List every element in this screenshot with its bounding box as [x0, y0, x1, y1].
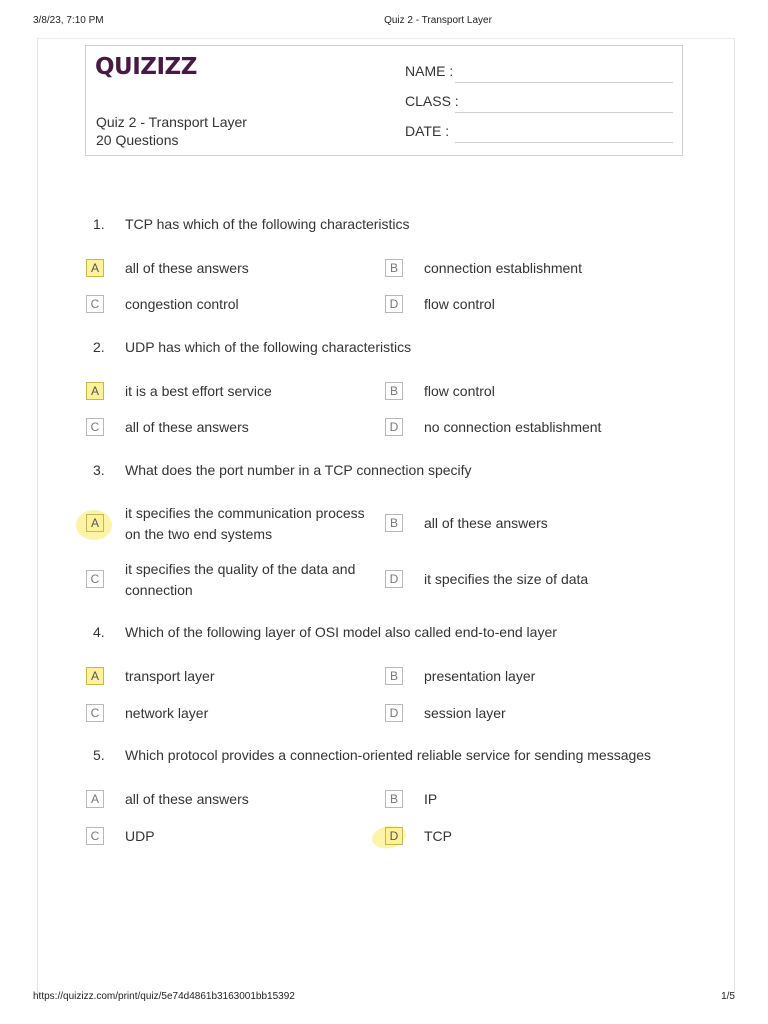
option-text[interactable]: UDP — [125, 828, 155, 844]
question-text: UDP has which of the following characteristics — [125, 339, 412, 355]
question-number: 4. — [93, 624, 105, 640]
option-letter-box[interactable]: D — [385, 827, 403, 845]
option-text[interactable]: all of these answers — [125, 791, 249, 807]
class-field[interactable] — [455, 112, 673, 113]
date-label: DATE : — [405, 123, 450, 139]
page-number: 1/5 — [721, 991, 735, 1002]
option-text[interactable]: session layer — [424, 705, 506, 721]
option-letter-box[interactable]: A — [86, 259, 104, 277]
question-text: TCP has which of the following characteristics — [125, 216, 410, 232]
option-letter-box[interactable]: C — [86, 570, 104, 588]
option-text[interactable]: all of these answers — [424, 515, 548, 531]
class-label: CLASS : — [405, 93, 459, 109]
quiz-title: Quiz 2 - Transport Layer — [96, 114, 247, 130]
page-url: https://quizizz.com/print/quiz/5e74d4861b3163001bb15392 — [33, 991, 295, 1002]
option-letter-box[interactable]: C — [86, 704, 104, 722]
option-text[interactable]: it specifies the size of data — [424, 571, 589, 587]
option-letter-box[interactable]: B — [385, 259, 403, 277]
option-text[interactable]: flow control — [424, 296, 495, 312]
option-text[interactable]: transport layer — [125, 668, 215, 684]
option-letter-box[interactable]: A — [86, 790, 104, 808]
name-label: NAME : — [405, 63, 454, 79]
option-letter-box[interactable]: D — [385, 704, 403, 722]
option-letter-box[interactable]: B — [385, 667, 403, 685]
option-letter-box[interactable]: B — [385, 382, 403, 400]
option-letter-box[interactable]: A — [86, 382, 104, 400]
quiz-header-box — [85, 45, 683, 156]
question-number: 5. — [93, 747, 105, 763]
option-letter-box[interactable]: D — [385, 418, 403, 436]
option-text[interactable]: TCP — [424, 828, 452, 844]
print-title: Quiz 2 - Transport Layer — [384, 15, 492, 26]
option-text[interactable]: all of these answers — [125, 419, 249, 435]
question-number: 2. — [93, 339, 105, 355]
option-letter-box[interactable]: D — [385, 570, 403, 588]
option-letter-box[interactable]: D — [385, 295, 403, 313]
option-text-line[interactable]: on the two end systems — [125, 526, 273, 542]
name-field[interactable] — [455, 82, 673, 83]
option-letter-box[interactable]: C — [86, 418, 104, 436]
question-number: 3. — [93, 462, 105, 478]
print-header — [0, 15, 768, 33]
option-letter-box[interactable]: C — [86, 295, 104, 313]
option-text[interactable]: it is a best effort service — [125, 383, 272, 399]
option-text[interactable]: flow control — [424, 383, 495, 399]
question-text: What does the port number in a TCP connection specify — [125, 462, 472, 478]
option-text-line[interactable]: connection — [125, 582, 193, 598]
print-timestamp: 3/8/23, 7:10 PM — [33, 15, 104, 26]
option-letter-box[interactable]: B — [385, 790, 403, 808]
option-text[interactable]: congestion control — [125, 296, 239, 312]
option-text[interactable]: connection establishment — [424, 260, 582, 276]
question-text: Which of the following layer of OSI model also called end-to-end layer — [125, 624, 557, 640]
option-text-line[interactable]: it specifies the communication process — [125, 505, 365, 521]
option-letter-box[interactable]: A — [86, 667, 104, 685]
option-text[interactable]: presentation layer — [424, 668, 536, 684]
question-count: 20 Questions — [96, 132, 179, 148]
question-text: Which protocol provides a connection-oriented reliable service for sending messages — [125, 747, 652, 763]
option-text[interactable]: all of these answers — [125, 260, 249, 276]
question-number: 1. — [93, 216, 105, 232]
print-footer — [0, 991, 768, 1009]
option-text[interactable]: IP — [424, 791, 438, 807]
option-letter-box[interactable]: C — [86, 827, 104, 845]
option-letter-box[interactable]: A — [86, 514, 104, 532]
date-field[interactable] — [455, 142, 673, 143]
option-text[interactable]: network layer — [125, 705, 209, 721]
option-text[interactable]: no connection establishment — [424, 419, 602, 435]
option-text-line[interactable]: it specifies the quality of the data and — [125, 561, 356, 577]
option-letter-box[interactable]: B — [385, 514, 403, 532]
quizizz-logo: QUIZIZZ — [95, 54, 197, 80]
